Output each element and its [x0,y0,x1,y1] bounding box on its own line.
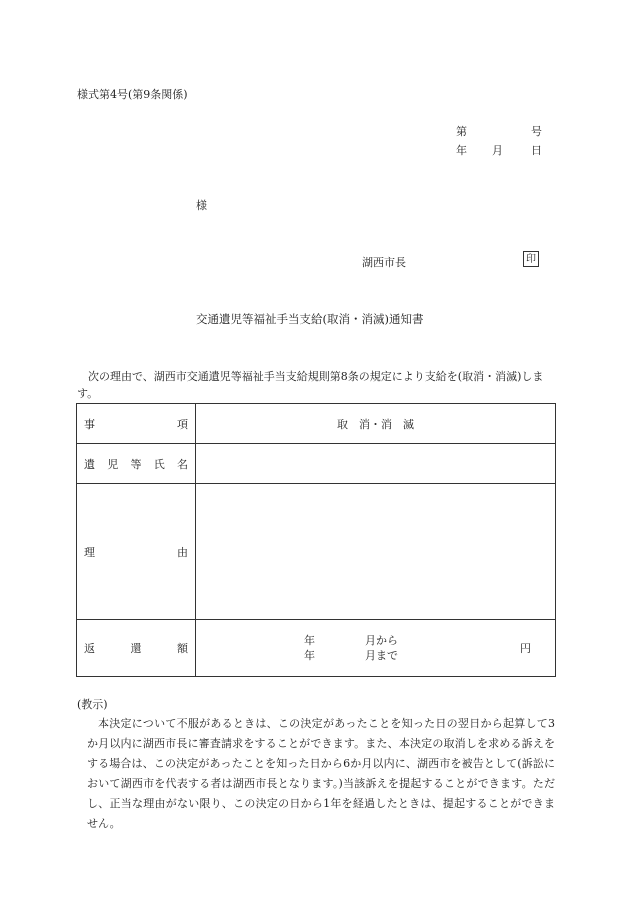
document-title: 交通遺児等福祉手当支給(取消・消滅)通知書 [196,312,424,326]
period-to-month: 月まで [365,649,398,662]
refund-label-char: 還 [130,642,142,655]
period-to [304,648,398,663]
notice-table [76,403,556,677]
notice-text: 本決定について不服があるときは、この決定があったことを知った日の翌日から起算して3か月以内に湖西市長に審査請求をすることができます。また、本決定の取消しを求める訴えをする場合は、この決定があったことを知った日から6か月以内に、湖西市を被告として(訴訟において湖西市を代表する者は湖西市長となります。)当該訴えを提起することができます。ただし、正当な理由がない限り、この決定の日から1年を経過したときは、提起することができません。 [87,717,555,830]
refund-period [304,633,398,663]
table-row [77,620,556,677]
child-name-label-char: 児 [107,457,119,471]
addressee: 様 [196,199,207,212]
reason-label-left: 理 [84,545,95,559]
seal-box: 印 [523,251,539,267]
child-name-label-char: 名 [177,457,188,471]
child-name-label-char: 等 [130,457,142,471]
period-to-year: 年 [304,649,315,662]
period-from-year: 年 [304,634,315,647]
table-row [77,444,556,484]
reason-label-cell [77,484,196,620]
number-prefix: 第 [456,125,467,138]
reason-value-cell [196,484,556,620]
form-label: 様式第4号(第9条関係) [77,88,188,101]
sender-name: 湖西市長 [362,256,406,269]
table-row [77,484,556,620]
date-day: 日 [531,144,542,157]
date-month: 月 [492,144,503,157]
child-name-value-cell [196,444,556,484]
refund-value-cell [196,620,556,677]
child-name-label-char: 氏 [153,457,165,471]
item-label-left: 事 [84,417,95,431]
notice-heading: (教示) [77,698,108,711]
body-text: 次の理由で、湖西市交通遺児等福祉手当支給規則第8条の規定により支給を(取消・消滅)します。 [77,370,544,400]
refund-label-cell [77,620,196,677]
item-value-cell: 取 消・消 滅 [196,404,556,444]
period-from [304,633,398,648]
number-suffix: 号 [531,125,542,138]
reason-label-right: 由 [177,545,188,559]
item-label-cell [77,404,196,444]
currency-unit: 円 [520,642,531,655]
refund-label-char: 額 [177,642,188,655]
date-year: 年 [456,144,467,157]
child-name-label-cell [77,444,196,484]
table-row [77,404,556,444]
period-from-month: 月から [365,634,398,647]
item-label-right: 項 [177,417,188,431]
refund-label-char: 返 [84,642,95,655]
child-name-label-char: 遺 [84,457,95,471]
